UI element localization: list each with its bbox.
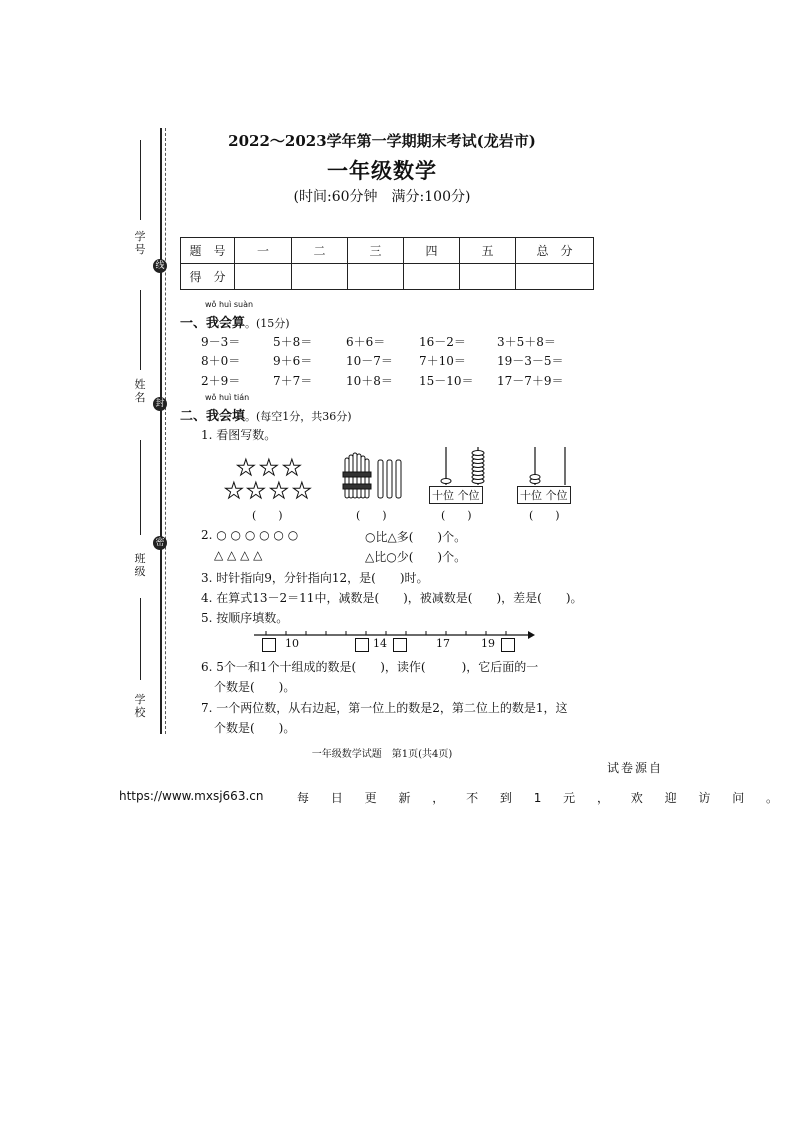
slogan-text: 每 日 更 新 ， 不 到 1 元 ， 欢 迎 访 问 。 bbox=[297, 791, 783, 805]
score-table bbox=[180, 237, 594, 290]
numberline-label: 10 bbox=[285, 637, 299, 650]
section2-title bbox=[180, 405, 352, 424]
q5-text: 5. 按顺序填数。 bbox=[201, 611, 289, 625]
q2-circles: 2. ○ ○ ○ ○ ○ ○ bbox=[201, 528, 299, 542]
calc-problem: 10＋8＝ bbox=[346, 374, 393, 388]
exam-subject: 一年级数学 bbox=[327, 159, 437, 183]
star-icon: ★ bbox=[282, 456, 302, 481]
class-label: 班级 bbox=[134, 552, 146, 578]
section2-pinyin: wǒ huì tián bbox=[205, 393, 250, 402]
seal-feng: 封 bbox=[153, 397, 167, 411]
score-header-cell: 三 bbox=[348, 238, 404, 264]
answer-blank[interactable]: ( ) bbox=[252, 509, 283, 522]
score-cell[interactable] bbox=[235, 264, 292, 290]
place-value-label: 十位 个位 bbox=[429, 486, 483, 504]
answer-blank[interactable]: ( ) bbox=[529, 509, 560, 522]
counting-frame-icon bbox=[517, 445, 583, 487]
page-footer: 一年级数学试题 第1页(共4页) bbox=[311, 749, 453, 760]
class-line bbox=[140, 440, 141, 535]
calc-problem: 9＋6＝ bbox=[273, 354, 313, 368]
calc-problem: 7＋10＝ bbox=[419, 354, 466, 368]
section1-note: 。(15分) bbox=[245, 317, 290, 330]
score-header-cell: 题 号 bbox=[181, 238, 235, 264]
q3-text: 3. 时针指向9，分针指向12，是( )时。 bbox=[201, 571, 429, 585]
numberline-label: 14 bbox=[373, 637, 387, 650]
section1-pinyin: wǒ huì suàn bbox=[205, 300, 254, 309]
seal-mi: 密 bbox=[153, 536, 167, 550]
star-icon: ★ bbox=[246, 479, 266, 504]
student-id-line bbox=[140, 140, 141, 220]
score-header-cell: 四 bbox=[404, 238, 460, 264]
q6-text-line2: 个数是( )。 bbox=[214, 680, 296, 694]
star-icon: ★ bbox=[224, 479, 244, 504]
score-table-header-row bbox=[181, 238, 594, 264]
source-url-link[interactable]: https://www.mxsj663.cn bbox=[119, 789, 264, 803]
section1-title-text: 一、我会算 bbox=[180, 316, 246, 331]
section2-title-text: 二、我会填 bbox=[180, 409, 246, 424]
score-header-cell: 五 bbox=[460, 238, 516, 264]
calc-problem: 9－3＝ bbox=[201, 335, 241, 349]
calc-problem: 17－7＋9＝ bbox=[497, 374, 564, 388]
star-icon: ★ bbox=[292, 479, 312, 504]
calc-problem: 8＋0＝ bbox=[201, 354, 241, 368]
binding-dashed-line bbox=[165, 128, 166, 734]
q1-text: 1. 看图写数。 bbox=[201, 428, 277, 442]
answer-box[interactable] bbox=[501, 638, 515, 652]
calc-problem: 7＋7＝ bbox=[273, 374, 313, 388]
source-label: 试卷源自 bbox=[607, 761, 664, 775]
q7-text-line1: 7. 一个两位数，从右边起，第一位上的数是2，第二位上的数是1，这 bbox=[201, 701, 568, 715]
name-label: 姓名 bbox=[134, 378, 146, 404]
q7-text-line2: 个数是( )。 bbox=[214, 721, 296, 735]
score-cell[interactable] bbox=[348, 264, 404, 290]
section2-note: 。(每空1分，共36分) bbox=[245, 410, 352, 423]
answer-blank[interactable]: ( ) bbox=[356, 509, 387, 522]
q2-part-a: ○比△多( )个。 bbox=[365, 530, 467, 544]
sticks-bundle-icon bbox=[340, 452, 406, 504]
q4-text: 4. 在算式13－2＝11中，减数是( )，被减数是( )，差是( )。 bbox=[201, 591, 583, 605]
answer-box[interactable] bbox=[262, 638, 276, 652]
score-cell[interactable] bbox=[292, 264, 348, 290]
calc-problem: 2＋9＝ bbox=[201, 374, 241, 388]
q2-part-b: △比○少( )个。 bbox=[365, 550, 467, 564]
q6-text-line1: 6. 5个一和1个十组成的数是( )，读作( )，它后面的一 bbox=[201, 660, 539, 674]
q2-triangles: △ △ △ △ bbox=[214, 548, 263, 562]
calc-problem: 6＋6＝ bbox=[346, 335, 386, 349]
seal-xian: 线 bbox=[153, 259, 167, 273]
score-cell[interactable] bbox=[404, 264, 460, 290]
score-header-cell: 二 bbox=[292, 238, 348, 264]
numberline-label: 19 bbox=[481, 637, 495, 650]
place-value-label: 十位 个位 bbox=[517, 486, 571, 504]
calc-problem: 10－7＝ bbox=[346, 354, 393, 368]
section1-title bbox=[180, 312, 290, 331]
calc-problem: 3＋5＋8＝ bbox=[497, 335, 556, 349]
exam-title: 2022～2023学年第一学期期末考试(龙岩市) bbox=[228, 132, 536, 150]
calc-problem: 16－2＝ bbox=[419, 335, 466, 349]
calc-problem: 5＋8＝ bbox=[273, 335, 313, 349]
answer-box[interactable] bbox=[355, 638, 369, 652]
star-icon: ★ bbox=[236, 456, 256, 481]
score-header-cell: 一 bbox=[235, 238, 292, 264]
numberline-label: 17 bbox=[436, 637, 450, 650]
binding-line bbox=[160, 128, 162, 734]
answer-box[interactable] bbox=[393, 638, 407, 652]
score-table-score-row bbox=[181, 264, 594, 290]
answer-blank[interactable]: ( ) bbox=[441, 509, 472, 522]
score-row-label: 得 分 bbox=[181, 264, 235, 290]
calc-problem: 19－3－5＝ bbox=[497, 354, 564, 368]
score-cell[interactable] bbox=[516, 264, 594, 290]
name-line bbox=[140, 290, 141, 370]
school-line bbox=[140, 598, 141, 680]
calc-problem: 15－10＝ bbox=[419, 374, 474, 388]
score-cell[interactable] bbox=[460, 264, 516, 290]
star-icon: ★ bbox=[269, 479, 289, 504]
exam-meta: (时间:60分钟 满分:100分) bbox=[293, 189, 471, 205]
score-header-cell: 总 分 bbox=[516, 238, 594, 264]
school-label: 学校 bbox=[134, 693, 146, 719]
student-id-label: 学号 bbox=[134, 230, 146, 256]
star-icon: ★ bbox=[259, 456, 279, 481]
counting-frame-icon bbox=[430, 445, 496, 487]
